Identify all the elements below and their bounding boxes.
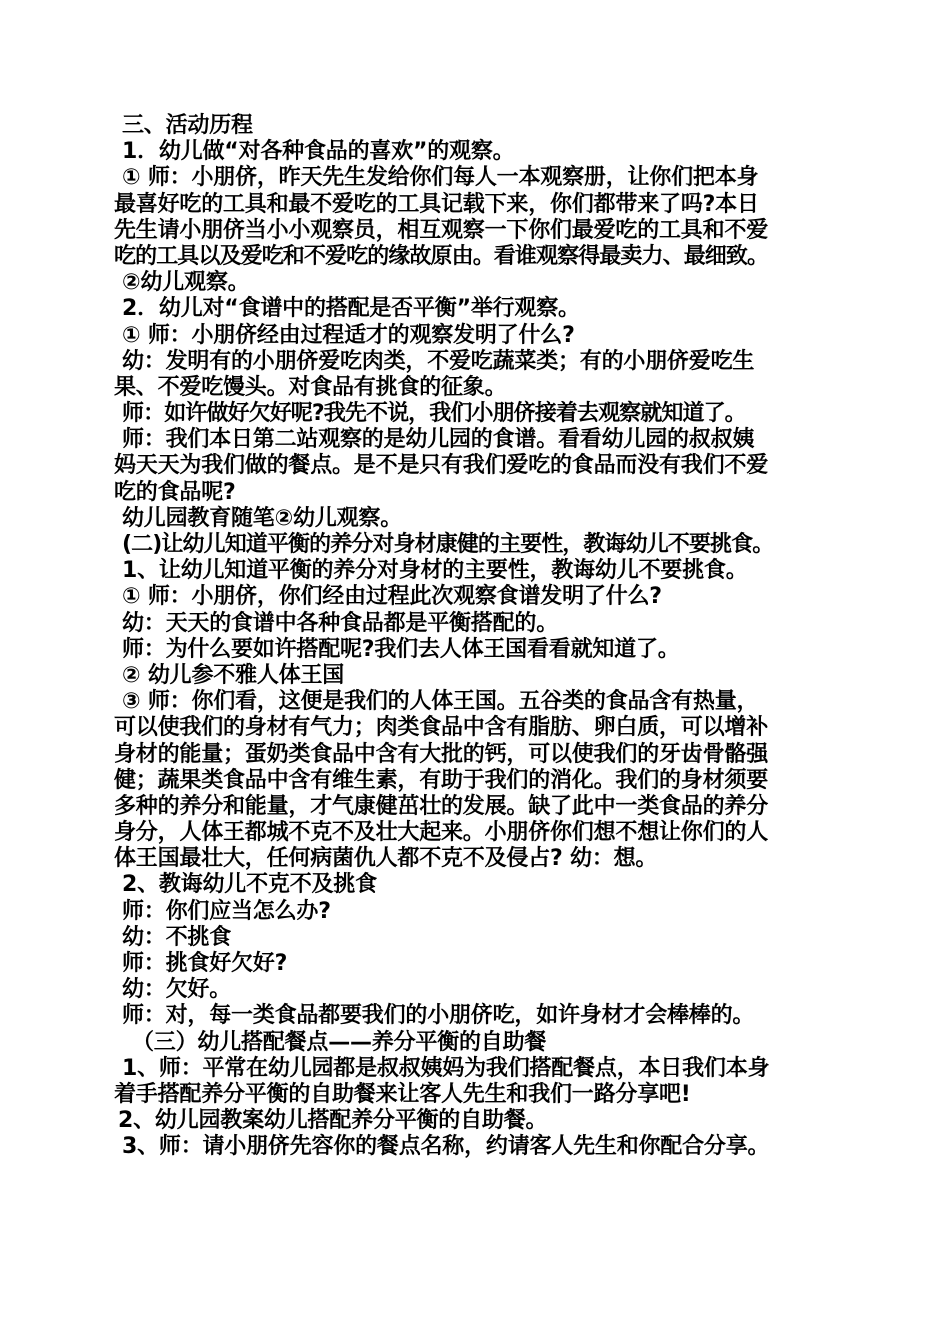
paragraph-line: ① 师：小朋侪经由过程适才的观察发明了什么? bbox=[122, 322, 575, 348]
paragraph-line: 师：对，每一类食品都要我们的小朋侪吃，如许身材才会棒棒的。 bbox=[122, 1003, 755, 1029]
paragraph-line: 师：为什么要如许搭配呢?我们去人体王国看看就知道了。 bbox=[122, 636, 680, 662]
paragraph-line: 师：挑食好欠好? bbox=[122, 951, 288, 976]
paragraph-line: 先生请小朋侪当小小观察员，相互观察一下你们最爱吃的工具和不爱 bbox=[114, 217, 769, 243]
document-page bbox=[114, 113, 844, 1161]
section-heading: （三）幼儿搭配餐点——养分平衡的自助餐 bbox=[132, 1029, 547, 1055]
paragraph-line: 最喜好吃的工具和最不爱吃的工具记载下来，你们都带来了吗?本日 bbox=[114, 191, 759, 217]
paragraph-line: 身分，人体王都城不克不及壮大起来。小朋侪你们想不想让你们的人 bbox=[114, 820, 769, 846]
paragraph-line: ③ 师：你们看，这便是我们的人体王国。五谷类的食品含有热量， bbox=[122, 689, 759, 715]
paragraph-line: 妈天天为我们做的餐点。是不是只有我们爱吃的食品而没有我们不爱 bbox=[114, 453, 769, 479]
paragraph-line: ① 师：小朋侪，你们经由过程此次观察食谱发明了什么? bbox=[122, 584, 662, 610]
paragraph-line: 师：如许做好欠好呢?我先不说，我们小朋侪接着去观察就知道了。 bbox=[122, 401, 746, 427]
paragraph-line: 可以使我们的身材有气力；肉类食品中含有脂肪、卵白质，可以增补 bbox=[114, 715, 769, 741]
paragraph-line: 身材的能量；蛋奶类食品中含有大批的钙，可以使我们的牙齿骨骼强 bbox=[114, 741, 769, 767]
paragraph-line: 2、幼儿园教案幼儿搭配养分平衡的自助餐。 bbox=[118, 1108, 548, 1134]
paragraph-line: 吃的工具以及爱吃和不爱吃的缘故原由。看谁观察得最卖力、最细致。 bbox=[114, 243, 769, 269]
paragraph-line: 体王国最壮大，任何病菌仇人都不克不及侵占? 幼：想。 bbox=[114, 846, 658, 872]
paragraph-line: 幼：不挑食 bbox=[122, 924, 232, 950]
paragraph-line: 着手搭配养分平衡的自助餐来让客人先生和我们一路分享吧! bbox=[114, 1081, 691, 1107]
section-heading: 三、活动历程 bbox=[122, 113, 253, 138]
paragraph-line: 健；蔬果类食品中含有维生素，有助于我们的消化。我们的身材须要 bbox=[114, 767, 769, 793]
step-heading: 1．幼儿做“对各种食品的喜欢”的观察。 bbox=[122, 139, 515, 165]
paragraph-line: ① 师：小朋侪，昨天先生发给你们每人一本观察册，让你们把本身 bbox=[122, 165, 759, 191]
paragraph-line: 幼：天天的食谱中各种食品都是平衡搭配的。 bbox=[122, 610, 559, 636]
paragraph-line: 师：我们本日第二站观察的是幼儿园的食谱。看看幼儿园的叔叔姨 bbox=[122, 427, 755, 453]
paragraph-line: 多种的养分和能量，才气康健茁壮的发展。缺了此中一类食品的养分 bbox=[114, 793, 769, 819]
paragraph-line: 幼：发明有的小朋侪爱吃肉类，不爱吃蔬菜类；有的小朋侪爱吃生 bbox=[122, 348, 755, 374]
section-heading: (二)让幼儿知道平衡的养分对身材康健的主要性，教诲幼儿不要挑食。 bbox=[122, 532, 774, 557]
step-heading: 2．幼儿对“食谱中的搭配是否平衡”举行观察。 bbox=[122, 296, 580, 322]
paragraph-line: 幼儿园教育随笔②幼儿观察。 bbox=[122, 505, 403, 531]
paragraph-line: 3、师：请小朋侪先容你的餐点名称，约请客人先生和你配合分享。 bbox=[122, 1134, 770, 1160]
step-heading: 2、教诲幼儿不克不及挑食 bbox=[122, 872, 377, 898]
paragraph-line: 师：你们应当怎么办? bbox=[122, 898, 331, 924]
paragraph-line: ②幼儿观察。 bbox=[122, 270, 250, 296]
paragraph-line: ② 幼儿参不雅人体王国 bbox=[122, 662, 345, 688]
paragraph-line: 幼：欠好。 bbox=[122, 977, 232, 1003]
paragraph-line: 吃的食品呢? bbox=[114, 479, 236, 505]
step-heading: 1、让幼儿知道平衡的养分对身材的主要性，教诲幼儿不要挑食。 bbox=[122, 558, 748, 584]
paragraph-line: 果、不爱吃馒头。对食品有挑食的征象。 bbox=[114, 374, 507, 400]
paragraph-line: 1、师：平常在幼儿园都是叔叔姨妈为我们搭配餐点，本日我们本身 bbox=[122, 1055, 770, 1081]
